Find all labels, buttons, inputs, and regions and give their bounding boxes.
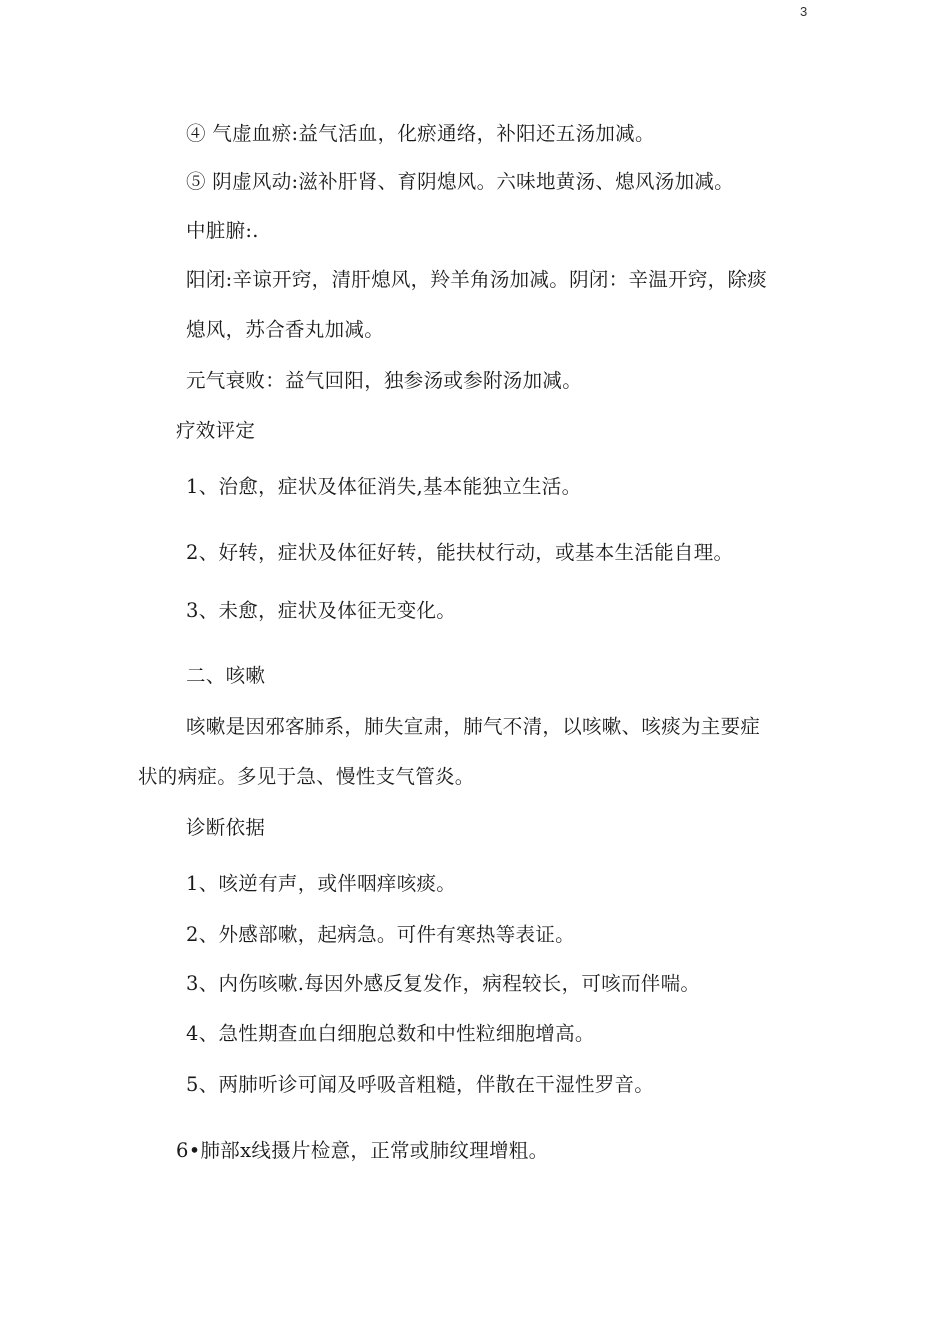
text-line-item5: ⑤ 阴虚风动:滋补肝肾、育阴熄风。六味地黄汤、熄风汤加减。 <box>186 170 734 193</box>
text-line-lx3: 3、未愈，症状及体征无变化。 <box>186 599 457 622</box>
text-line-dx1: 1、咳逆有声，或伴咽痒咳痰。 <box>186 872 457 895</box>
text-line-yuanqi: 元气衰败：益气回阳，独参汤或参附汤加减。 <box>186 369 583 392</box>
text-line-intro-1: 咳嗽是因邪客肺系，肺失宣肃，肺气不清，以咳嗽、咳痰为主要症 <box>186 715 761 738</box>
text-line-yangbi-1: 阳闭:辛谅开窍，清肝熄风，羚羊角汤加减。阴闭：辛温开窍，除痰 <box>186 268 768 291</box>
text-line-item4: ④ 气虚血瘀:益气活血，化瘀通络，补阳还五汤加减。 <box>186 122 655 145</box>
text-line-zhongzangfu: 中脏腑:. <box>186 219 259 242</box>
text-line-dx3: 3、内伤咳嗽.每因外感反复发作，病程较长，可咳而伴喘。 <box>186 972 701 995</box>
heading-section-2: 二、咳嗽 <box>186 664 266 687</box>
page-number: 3 <box>800 4 808 19</box>
text-line-yangbi-2: 熄风，苏合香丸加减。 <box>186 318 385 341</box>
text-line-dx4: 4、急性期查血白细胞总数和中性粒细胞增高。 <box>186 1022 595 1045</box>
heading-diagnosis: 诊断依据 <box>186 816 266 839</box>
text-line-lx1: 1、治愈，症状及体征消失,基本能独立生活。 <box>186 475 582 498</box>
text-line-lx2: 2、好转，症状及体征好转，能扶杖行动，或基本生活能自理。 <box>186 541 734 564</box>
text-line-dx5: 5、两肺听诊可闻及呼吸音粗糙，伴散在干湿性罗音。 <box>186 1073 655 1096</box>
text-line-dx6: 6•肺部x线摄片检意，正常或肺纹理增粗。 <box>176 1139 549 1162</box>
heading-liaoxiao: 疗效评定 <box>176 419 256 442</box>
text-line-intro-2: 状的病症。多见于急、慢性支气管炎。 <box>138 765 475 788</box>
text-line-dx2: 2、外感部嗽，起病急。可件有寒热等表证。 <box>186 923 575 946</box>
